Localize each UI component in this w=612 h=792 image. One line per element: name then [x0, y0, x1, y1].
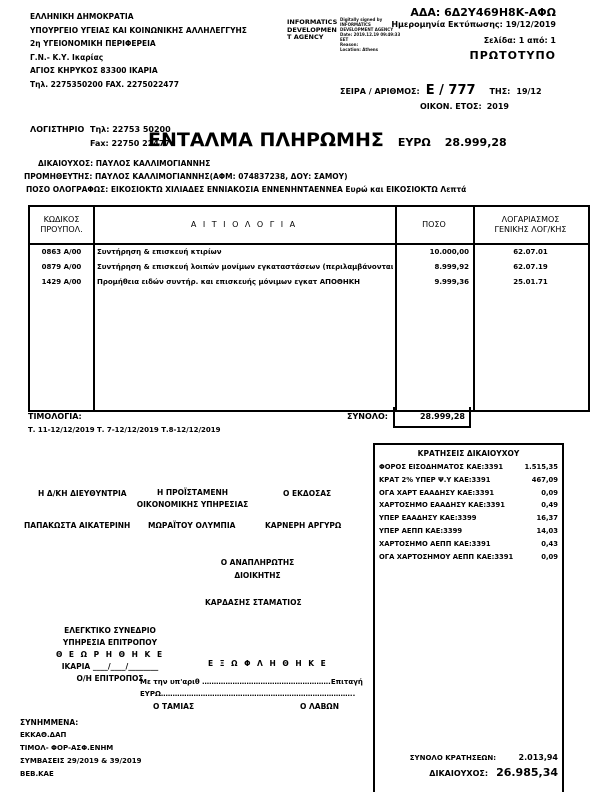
- deductions-total-value: 2.013,94: [518, 753, 558, 762]
- deduction-value: 1.515,35: [524, 463, 558, 471]
- deduction-item: [375, 551, 562, 564]
- supplier-label: ΠΡΟΜΗΘΕΥΤΗΣ:: [24, 172, 93, 181]
- stamp-detail-line: Date: 2019.12.19 09:49:33: [340, 32, 401, 37]
- title-currency: ΕΥΡΩ: [397, 136, 431, 149]
- cell-code: 0863 Α/00: [41, 248, 82, 256]
- agency-header-line: Τηλ. 2275350200 FAX. 2275022477: [30, 79, 179, 89]
- agency-header-line: Γ.Ν.- Κ.Υ. Ικαρίας: [30, 52, 104, 62]
- cell-account: 62.07.01: [513, 248, 548, 256]
- deduction-value: 0,49: [541, 501, 558, 510]
- agency-header-line: ΥΠΟΥΡΓΕΙΟ ΥΓΕΙΑΣ ΚΑΙ ΚΟΙΝΩΝΙΚΗΣ ΑΛΛΗΛΕΓΓΥΗΣ: [30, 25, 247, 35]
- amount-in-words-label: ΠΟΣΟ ΟΛΟΓΡΑΦΩΣ:: [26, 185, 109, 194]
- recipient-label: Ο ΛΑΒΩΝ: [300, 702, 339, 711]
- stamp-detail-line: EET: [340, 37, 349, 42]
- cell-account: 25.01.71: [513, 278, 548, 286]
- document-meta: [388, 7, 556, 62]
- title-amount: 28.999,28: [444, 136, 507, 149]
- deduction-value: 467,09: [531, 475, 558, 484]
- deduction-label: ΧΑΡΤΟΣΗΜΟ ΑΕΠΠ ΚΑΕ:3391: [379, 539, 491, 548]
- signature-role-deputy-governor: Ο ΑΝΑΠΛΗΡΩΤΗΣ ΔΙΟΙΚΗΤΗΣ: [220, 558, 295, 580]
- cell-description: Συντήρηση & επισκευή κτιρίων: [97, 248, 222, 256]
- cell-amount: 10.000,00: [429, 248, 469, 256]
- invoices-value: Τ. 11-12/12/2019 Τ. 7-12/12/2019 Τ.8-12/12/2019: [28, 426, 221, 434]
- deduction-item: [375, 525, 562, 538]
- deduction-label: ΟΓΑ ΧΑΡΤΟΣΗΜΟΥ ΑΕΠΠ ΚΑΕ:3391: [379, 552, 514, 561]
- cashier-label: Ο ΤΑΜΙΑΣ: [153, 702, 195, 711]
- original-label: ΠΡΩΤΟΤΥΠΟ: [469, 49, 556, 62]
- net-payable-label: ΔΙΚΑΙΟΥΧΟΣ:: [429, 769, 489, 778]
- fiscal-year-value: 2019: [486, 102, 509, 111]
- table-header-amount: ΠΟΣΟ: [422, 220, 446, 229]
- series-date-value: 19/12: [516, 87, 542, 96]
- supplier-value: ΠΑΥΛΟΣ ΚΑΛΛΙΜΟΓΙΑΝΝΗΣ(ΑΦΜ: 074837238, ΔΟΥ: ΣΑΜΟΥ): [94, 172, 348, 181]
- cell-amount: 9.999,36: [434, 278, 469, 286]
- series-date-label: ΤΗΣ:: [489, 87, 511, 96]
- signature-role-director: Η Δ/ΚΗ ΔΙΕΥΘΥΝΤΡΙΑ: [38, 489, 127, 498]
- net-payable-value: 26.985,34: [496, 766, 558, 779]
- total-amount-box: 28.999,28: [393, 407, 471, 428]
- net-payable-row: [429, 766, 558, 779]
- title-main: ΕΝΤΑΛΜΑ ΠΛΗΡΩΜΗΣ: [148, 129, 384, 151]
- attachments-title: ΣΥΝΗΜΜΕΝΑ:: [20, 718, 79, 727]
- cell-account: 62.07.19: [513, 263, 548, 271]
- audit-commissioner: Ο/Η ΕΠΙΤΡΟΠΟΣ: [76, 674, 144, 683]
- attachment-item: ΤΙΜΟΛ- ΦΟΡ-ΑΣΦ.ΕΝΗΜ: [20, 744, 114, 752]
- deductions-total-label: ΣΥΝΟΛΟ ΚΡΑΤΗΣΕΩΝ:: [409, 754, 496, 762]
- ada-code: ΑΔΑ: 6Δ2Υ469Η8Κ-ΑΦΩ: [410, 6, 556, 19]
- stamp-detail-line: INFORMATICS: [340, 22, 371, 27]
- cheque-line: Με την υπ'αριθ ……………………………………………….Επιταγή: [140, 678, 363, 686]
- deductions-total-row: [410, 751, 558, 765]
- deductions-title: ΚΡΑΤΗΣΕΙΣ ΔΙΚΑΙΟΥΧΟΥ: [417, 449, 520, 458]
- signature-name-2: ΜΩΡΑΪΤΟΥ ΟΛΥΜΠΙΑ: [148, 521, 236, 530]
- audit-date-line: ΙΚΑΡΙΑ ____/____/________: [61, 662, 159, 671]
- deductions-list: [375, 461, 562, 563]
- attachment-item: ΕΚΚΑΘ.ΔΑΠ: [20, 731, 67, 739]
- euro-line: ΕΥΡΩ………………………………………………………………………..: [140, 690, 356, 698]
- supplier-row: [24, 170, 348, 184]
- deduction-value: 0,09: [541, 552, 558, 561]
- deduction-item: [375, 474, 562, 487]
- deduction-item: [375, 538, 562, 551]
- cell-description: Προμήθεια ειδών συντήρ. και επισκευής μόνιμων εγκατ ΑΠΟΘΗΚΗ: [97, 278, 361, 286]
- total-label: ΣΥΝΟΛΟ:: [347, 412, 388, 421]
- agency-header: [30, 10, 247, 91]
- beneficiary-value: ΠΑΥΛΟΣ ΚΑΛΛΙΜΟΓΙΑΝΝΗΣ: [95, 159, 211, 168]
- stamp-line: DEVELOPMEN: [287, 25, 337, 34]
- accounting-office-label: ΛΟΓΙΣΤΗΡΙΟ: [30, 125, 85, 134]
- series-label: ΣΕΙΡΑ / ΑΡΙΘΜΟΣ:: [340, 87, 420, 96]
- series-value: Ε / 777: [425, 83, 476, 98]
- deductions-box: [373, 443, 564, 792]
- deduction-item: [375, 499, 562, 512]
- table-row: [30, 275, 588, 290]
- deduction-label: ΦΟΡΟΣ ΕΙΣΟΔΗΜΑΤΟΣ ΚΑΕ:3391: [379, 463, 504, 471]
- beneficiary-label: ΔΙΚΑΙΟΥΧΟΣ:: [38, 159, 94, 168]
- agency-header-line: 2η ΥΓΕΙΟΝΟΜΙΚΗ ΠΕΡΙΦΕΡΕΙΑ: [30, 39, 156, 48]
- deduction-value: 0,09: [541, 488, 558, 497]
- beneficiary-row: [38, 157, 210, 171]
- table-row: [30, 245, 588, 260]
- fiscal-year-label: ΟΙΚΟΝ. ΕΤΟΣ:: [420, 102, 482, 111]
- stamp-detail-line: DEVELOPMENT AGENCY: [340, 27, 394, 32]
- deduction-label: ΚΡΑΤ 2% ΥΠΕΡ Ψ.Υ ΚΑΕ:3391: [379, 475, 491, 484]
- attachment-item: ΒΕΒ.ΚΑΕ: [20, 770, 54, 778]
- accounting-office-tel: Τηλ: 22753 50200: [90, 125, 171, 134]
- agency-header-line: ΑΓΙΟΣ ΚΗΡΥΚΟΣ 83300 ΙΚΑΡΙΑ: [30, 66, 158, 75]
- table-row: [30, 260, 588, 275]
- audit-line: ΕΛΕΓΚΤΙΚΟ ΣΥΝΕΔΡΙΟ: [64, 626, 156, 635]
- deduction-value: 0,43: [541, 539, 558, 548]
- signature-role-issuer: Ο ΕΚΔΟΣΑΣ: [283, 489, 332, 498]
- page-number: Σελίδα: 1 από: 1: [483, 36, 556, 45]
- expense-table: [28, 205, 590, 412]
- attachment-item: ΣΥΜΒΑΣΕΙΣ 29/2019 & 39/2019: [20, 757, 142, 765]
- deduction-value: 16,37: [536, 514, 558, 523]
- audit-line: Θ Ε Ω Ρ Η Θ Η Κ Ε: [55, 650, 165, 659]
- paid-title: Ε Ξ Ω Φ Λ Η Θ Η Κ Ε: [208, 659, 328, 668]
- deduction-item: [375, 461, 562, 474]
- deduction-item: [375, 487, 562, 500]
- deduction-value: 14,03: [536, 526, 558, 535]
- cell-code: 0879 Α/00: [41, 263, 82, 271]
- deduction-label: ΥΠΕΡ ΑΕΠΠ ΚΑΕ:3399: [379, 526, 463, 535]
- cell-code: 1429 Α/00: [41, 278, 82, 286]
- document-title: [148, 129, 507, 151]
- stamp-detail-line: Reason:: [340, 42, 359, 47]
- amount-in-words-value: ΕΙΚΟΣΙΟΚΤΩ ΧΙΛΙΑΔΕΣ ΕΝΝΙΑΚΟΣΙΑ ΕΝΝΕΝΗΝΤΑΕΝΝΕΑ Ευρώ και ΕΙΚΟΣΙΟΚΤΩ Λεπτά: [110, 185, 467, 194]
- signature-name-deputy: ΚΑΡΔΑΣΗΣ ΣΤΑΜΑΤΙΟΣ: [205, 598, 302, 607]
- audit-line: ΥΠΗΡΕΣΙΑ ΕΠΙΤΡΟΠΟΥ: [62, 638, 158, 647]
- amount-in-words-row: [26, 183, 466, 197]
- table-header-code: ΚΩΔΙΚΟΣ ΠΡΟΥΠΟΛ.: [40, 215, 83, 234]
- print-date: Ημερομηνία Εκτύπωσης: 19/12/2019: [391, 20, 556, 29]
- digital-signature-agency: [287, 19, 339, 42]
- signature-role-finance-head: Η ΠΡΟΪΣΤΑΜΕΝΗ ΟΙΚΟΝΟΜΙΚΗΣ ΥΠΗΡΕΣΙΑΣ: [136, 488, 249, 509]
- table-header-reason: Α Ι Τ Ι Ο Λ Ο Γ Ι Α: [190, 220, 298, 229]
- fiscal-year-row: [420, 101, 509, 113]
- deduction-label: ΟΓΑ ΧΑΡΤ ΕΑΑΔΗΣΥ ΚΑΕ:3391: [379, 488, 495, 497]
- agency-header-line: ΕΛΛΗΝΙΚΗ ΔΗΜΟΚΡΑΤΙΑ: [30, 12, 134, 21]
- invoices-label: ΤΙΜΟΛΟΓΙΑ:: [28, 412, 82, 421]
- deduction-label: ΧΑΡΤΟΣΗΜΟ ΕΑΑΔΗΣΥ ΚΑΕ:3391: [379, 501, 505, 510]
- stamp-detail-line: Digitally signed by: [340, 17, 383, 22]
- table-header-account: ΛΟΓΑΡΙΑΣΜΟΣ ΓΕΝΙΚΗΣ ΛΟΓ/ΚΗΣ: [494, 215, 567, 234]
- cell-description: Συντήρηση & επισκευή λοιπών μονίμων εγκαταστάσεων (περιλαμβάνονται: [97, 263, 393, 271]
- stamp-line: T AGENCY: [287, 33, 324, 41]
- signature-name-1: ΠΑΠΑΚΩΣΤΑ ΑΙΚΑΤΕΡΙΝΗ: [24, 521, 131, 530]
- series-number-row: [340, 84, 542, 98]
- cell-amount: 8.999,92: [434, 263, 469, 271]
- deduction-label: ΥΠΕΡ ΕΑΑΔΗΣΥ ΚΑΕ:3399: [379, 514, 477, 523]
- accounting-office-fax: Fax: 22750 22477: [90, 139, 170, 148]
- signature-name-3: ΚΑΡΝΕΡΗ ΑΡΓΥΡΩ: [265, 521, 342, 530]
- deduction-item: [375, 512, 562, 525]
- stamp-line: INFORMATICS: [287, 18, 338, 26]
- stamp-detail-line: Location: Athens: [340, 47, 379, 52]
